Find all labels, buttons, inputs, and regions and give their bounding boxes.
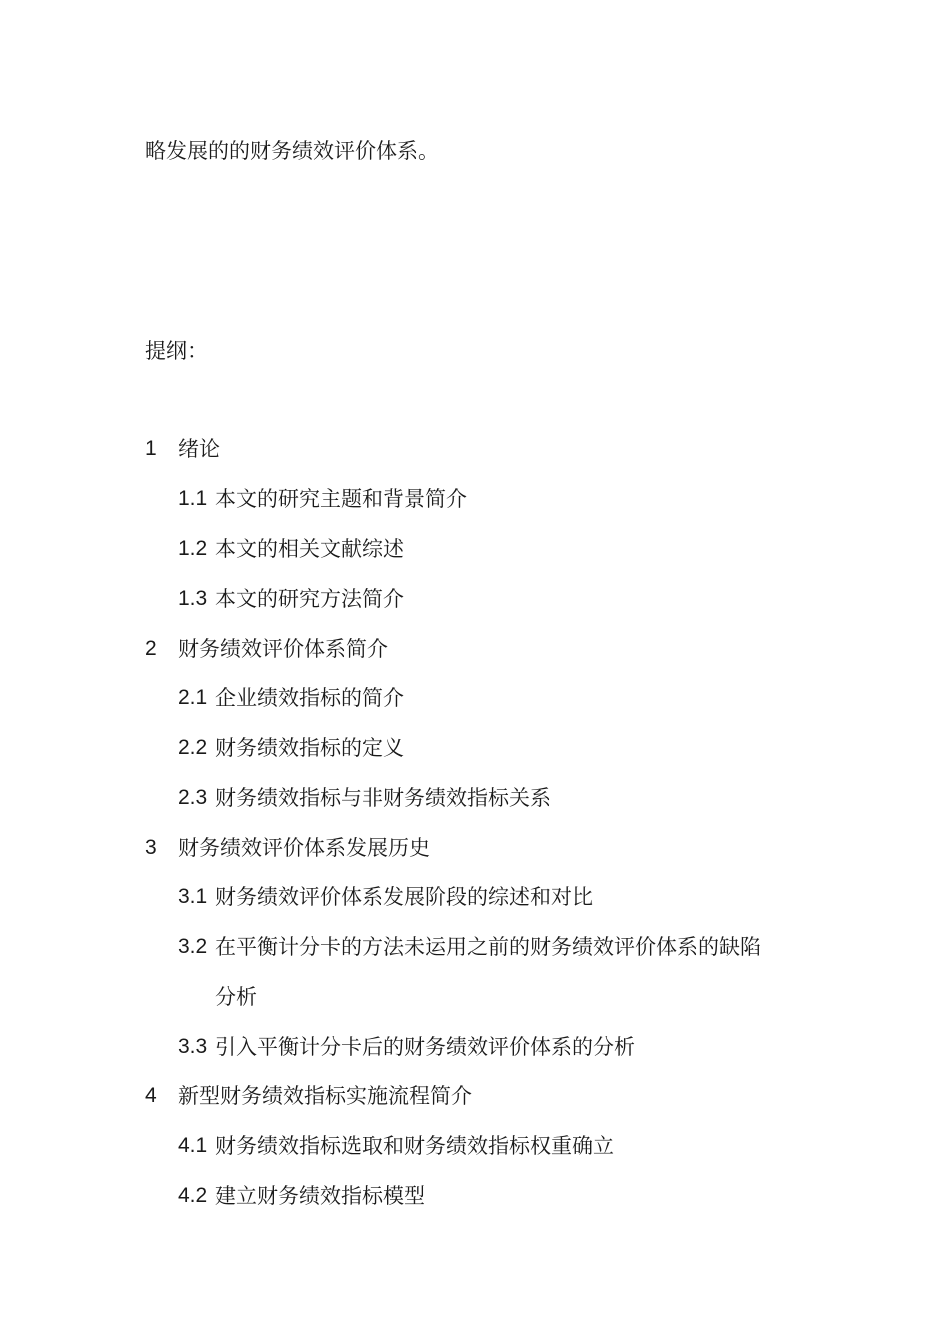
outline-item-4-1 [178,1131,614,1161]
outline-number: 1.2 [178,537,208,560]
outline-text: 绪论 [178,437,220,461]
outline-number: 2.3 [178,786,208,809]
outline-item-2-1 [178,683,404,713]
outline-item-2 [145,634,388,664]
outline-number: 2 [145,637,157,660]
outline-number: 1.3 [178,587,208,610]
outline-number: 4 [145,1084,157,1107]
outline-text: 本文的研究主题和背景简介 [215,487,467,511]
outline-text: 建立财务绩效指标模型 [215,1184,425,1208]
outline-text: 财务绩效评价体系发展历史 [178,836,430,860]
outline-number: 4.2 [178,1184,208,1207]
outline-item-3-1 [178,882,593,912]
outline-item-2-3 [178,783,551,813]
outline-text: 财务绩效评价体系发展阶段的综述和对比 [215,885,593,909]
outline-item-1-1 [178,484,467,514]
outline-item-3-2 [178,932,761,962]
outline-text-continuation: 分析 [215,985,257,1009]
outline-text: 财务绩效指标与非财务绩效指标关系 [215,786,551,810]
outline-item-1-2 [178,534,404,564]
outline-number: 4.1 [178,1134,208,1157]
continuation-paragraph: 略发展的的财务绩效评价体系。 [145,139,439,163]
outline-text: 财务绩效指标选取和财务绩效指标权重确立 [215,1134,614,1158]
outline-item-1 [145,434,220,464]
outline-text: 本文的相关文献综述 [215,537,404,561]
outline-number: 3.2 [178,935,208,958]
outline-number: 2.1 [178,686,208,709]
outline-item-4-2 [178,1181,425,1211]
outline-item-3-3 [178,1032,635,1062]
outline-item-2-2 [178,733,404,763]
outline-item-3 [145,833,430,863]
outline-number: 3.3 [178,1035,208,1058]
outline-text: 新型财务绩效指标实施流程简介 [178,1084,472,1108]
outline-text: 在平衡计分卡的方法未运用之前的财务绩效评价体系的缺陷 [215,935,761,959]
outline-number: 3.1 [178,885,208,908]
outline-item-4 [145,1081,472,1111]
outline-number: 3 [145,836,157,859]
outline-heading: 提纲： [145,339,208,363]
outline-text: 本文的研究方法简介 [215,587,404,611]
outline-text: 企业绩效指标的简介 [215,686,404,710]
outline-number: 1.1 [178,487,208,510]
outline-text: 财务绩效评价体系简介 [178,637,388,661]
outline-text: 财务绩效指标的定义 [215,736,404,760]
outline-text: 引入平衡计分卡后的财务绩效评价体系的分析 [215,1035,635,1059]
outline-number: 2.2 [178,736,208,759]
outline-number: 1 [145,437,157,460]
outline-item-1-3 [178,584,404,614]
